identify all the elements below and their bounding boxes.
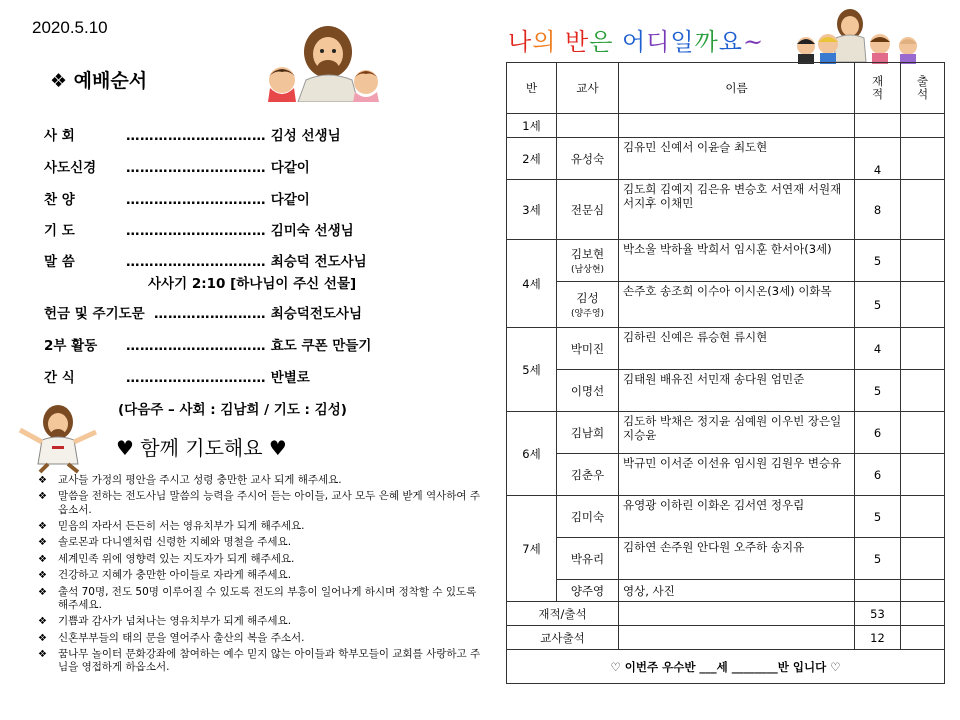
class-title-char: 일 [670, 28, 695, 56]
teacher-cell: 유성숙 [557, 138, 619, 180]
table-row [507, 370, 945, 412]
class-label: 3세 [507, 180, 557, 240]
class-table [506, 62, 945, 684]
diamond-bullet-icon: ❖ [38, 475, 47, 486]
names-cell: 김하린 신예은 류승현 류시현 [619, 328, 855, 370]
order-row-praise: 찬 양 ………………………… 다같이 [44, 192, 310, 208]
order-value: 다같이 [270, 192, 310, 208]
prayer-item: ❖ 교사들 가정의 평안을 주시고 성령 충만한 교사 되게 해주세요. [38, 474, 342, 486]
names-cell: 유영광 이하린 이화온 김서연 정우림 [619, 496, 855, 538]
class-title-char [613, 28, 622, 56]
best-class-row [507, 650, 945, 684]
class-label: 1세 [507, 114, 557, 138]
teacher-attendance-label: 교사출석 [507, 626, 619, 650]
best-class-footer: ♡ 이번주 우수반 ___세 ________반 입니다 ♡ [507, 650, 945, 684]
prayer-item: ❖ 믿음의 자라서 든든히 서는 영유치부가 되게 해주세요. [38, 519, 305, 532]
order-row-sermon: 말 씀 ………………………… 최승덕 전도사님 [44, 254, 367, 270]
scripture: 사사기 2:10 [하나님이 주신 선물] [148, 276, 357, 292]
worship-title [50, 66, 147, 93]
teacher-cell: 박유리 [557, 538, 619, 580]
class-title-char: ~ [742, 28, 765, 56]
order-row-snack: 간 식 ………………………… 반별로 [44, 370, 310, 386]
diamond-bullet-icon: ❖ [38, 537, 47, 549]
order-row-creed: 사도신경 ………………………… 다같이 [44, 160, 310, 176]
diamond-bullet-icon: ❖ [38, 491, 47, 503]
teacher-cell: 김춘우 [557, 454, 619, 496]
table-row [507, 282, 945, 328]
header-enrolled: 재 적 [855, 63, 901, 114]
diamond-four-icon: ❖ [50, 70, 68, 92]
order-value: 반별로 [270, 370, 310, 386]
class-label: 5세 [507, 328, 557, 412]
prayer-item: ❖ 말씀을 전하는 전도사님 말씀의 능력을 주시어 듣는 아이들, 교사 모두 은혜 받게 역사하여 주옵소서. [38, 490, 481, 516]
names-cell: 박소울 박하율 박희서 임시훈 한서아(3세) [619, 240, 855, 282]
count-cell: 6 [855, 412, 901, 454]
next-week-note: (다음주 – 사회 : 김남희 / 기도 : 김성) [118, 402, 347, 418]
diamond-bullet-icon: ❖ [38, 632, 47, 644]
count-cell: 5 [855, 538, 901, 580]
class-title-char [556, 28, 565, 56]
table-row [507, 328, 945, 370]
table-row [507, 496, 945, 538]
table-row [507, 538, 945, 580]
class-label: 2세 [507, 138, 557, 180]
diamond-bullet-icon: ❖ [38, 570, 47, 582]
order-value: 효도 쿠폰 만들기 [270, 338, 372, 354]
order-value: 최승덕 전도사님 [270, 254, 367, 270]
class-title [508, 22, 764, 57]
order-row-host: 사 회 ………………………… 김성 선생님 [44, 128, 341, 144]
class-title-char: 디 [646, 28, 671, 56]
count-cell: 5 [855, 370, 901, 412]
prayer-item: ❖ 기쁨과 감사가 넘쳐나는 영유치부가 되게 해주세요. [38, 615, 292, 628]
teacher-cell: 이명선 [557, 370, 619, 412]
teacher-attendance-row [507, 626, 945, 650]
count-cell: 6 [855, 454, 901, 496]
class-title-char: 은 [589, 28, 614, 56]
table-row [507, 412, 945, 454]
class-title-char: 까 [694, 28, 719, 56]
table-row [507, 454, 945, 496]
count-cell: 8 [855, 180, 901, 240]
names-cell: 김도희 김예지 김은유 변승호 서연재 서원재 서지후 이채민 [619, 180, 855, 240]
class-label: 4세 [507, 240, 557, 328]
prayer-item: ❖ 출석 70명, 전도 50명 이루어질 수 있도록 전도의 부흥이 일어나게 하시며 정착할 수 있도록 해주세요. [38, 585, 477, 611]
count-cell: 4 [855, 138, 901, 180]
teacher-cell: 전문심 [557, 180, 619, 240]
order-row-prayer: 기 도 ………………………… 김미숙 선생님 [44, 223, 354, 239]
count-cell: 4 [855, 328, 901, 370]
jesus-with-children-illustration [258, 22, 386, 102]
order-value: 김미숙 선생님 [270, 223, 354, 239]
prayer-item: ❖ 꿈나무 놀이터 문화강좌에 참여하는 예수 믿지 않는 아이들과 학부모들이 교회를 사랑하고 주님을 영접하게 하옵소서. [38, 647, 481, 674]
class-title-char: 어 [622, 28, 647, 56]
class-title-char: 요 [718, 28, 743, 56]
prayer-item: ❖ 신혼부부들의 태의 문을 열어주사 출산의 복을 주소서. [38, 631, 305, 644]
names-cell: 김유민 신예서 이윤슬 최도현 [619, 138, 855, 180]
total-enrolled-value: 53 [855, 602, 901, 626]
names-cell: 김태원 배유진 서민재 송다원 엄민준 [619, 370, 855, 412]
table-row [507, 240, 945, 282]
names-cell: 김도하 박채은 정지윤 심예원 이우빈 장은일 지승윤 [619, 412, 855, 454]
header-names: 이름 [619, 63, 855, 114]
table-row [507, 580, 945, 602]
date: 2020.5.10 [32, 18, 108, 37]
names-cell: 김하연 손주원 안다원 오주하 송지유 [619, 538, 855, 580]
class-label: 6세 [507, 412, 557, 496]
teacher-attendance-value: 12 [855, 626, 901, 650]
children-group-illustration [784, 4, 944, 64]
count-cell: 5 [855, 496, 901, 538]
order-row-activity: 2부 활동 ………………………… 효도 쿠폰 만들기 [44, 338, 372, 354]
names-cell: 손주호 송조희 이수아 이시온(3세) 이화목 [619, 282, 855, 328]
worship-title-text: 예배순서 [73, 70, 148, 92]
running-jesus-illustration [12, 402, 104, 474]
header-teacher: 교사 [557, 63, 619, 114]
order-value: 김성 선생님 [270, 128, 341, 144]
table-row [507, 180, 945, 240]
diamond-bullet-icon: ❖ [38, 616, 47, 628]
table-row [507, 138, 945, 180]
prayer-list [38, 474, 486, 678]
class-title-char: 반 [565, 28, 590, 56]
teacher-cell: 박미진 [557, 328, 619, 370]
prayer-item: ❖ 세계민족 위에 영향력 있는 지도자가 되게 해주세요. [38, 552, 295, 565]
order-value: 최승덕전도사님 [270, 306, 362, 322]
header-attendance: 출 석 [901, 63, 945, 114]
table-header-row [507, 63, 945, 114]
prayer-item: ❖ 솔로몬과 다니엘처럼 신령한 지혜와 명철을 주세요. [38, 536, 292, 549]
diamond-bullet-icon: ❖ [38, 520, 47, 532]
class-title-char: 의 [532, 28, 557, 56]
teacher-cell: 양주영 [557, 580, 619, 602]
teacher-cell: 김성 (양주영) [557, 282, 619, 328]
count-cell: 5 [855, 282, 901, 328]
header-class: 반 [507, 63, 557, 114]
order-row-offering: 헌금 및 주기도문 …………………… 최승덕전도사님 [44, 306, 362, 322]
count-cell: 5 [855, 240, 901, 282]
diamond-bullet-icon: ❖ [38, 553, 47, 565]
table-row [507, 114, 945, 138]
prayer-title: ♥ 함께 기도해요 ♥ [116, 436, 287, 460]
class-label: 7세 [507, 496, 557, 602]
total-enrolled-row [507, 602, 945, 626]
prayer-item: ❖ 건강하고 지혜가 충만한 아이들로 자라게 해주세요. [38, 569, 292, 582]
class-title-char: 나 [508, 28, 533, 56]
names-cell: 영상, 사진 [619, 580, 855, 602]
teacher-cell: 김남희 [557, 412, 619, 454]
order-value: 다같이 [270, 160, 310, 176]
names-cell: 박규민 이서준 이선유 임시원 김원우 변승유 [619, 454, 855, 496]
teacher-cell: 김미숙 [557, 496, 619, 538]
total-enrolled-label: 재적/출석 [507, 602, 619, 626]
diamond-bullet-icon: ❖ [38, 648, 47, 660]
diamond-bullet-icon: ❖ [38, 586, 47, 598]
teacher-cell: 김보현 (남상현) [557, 240, 619, 282]
